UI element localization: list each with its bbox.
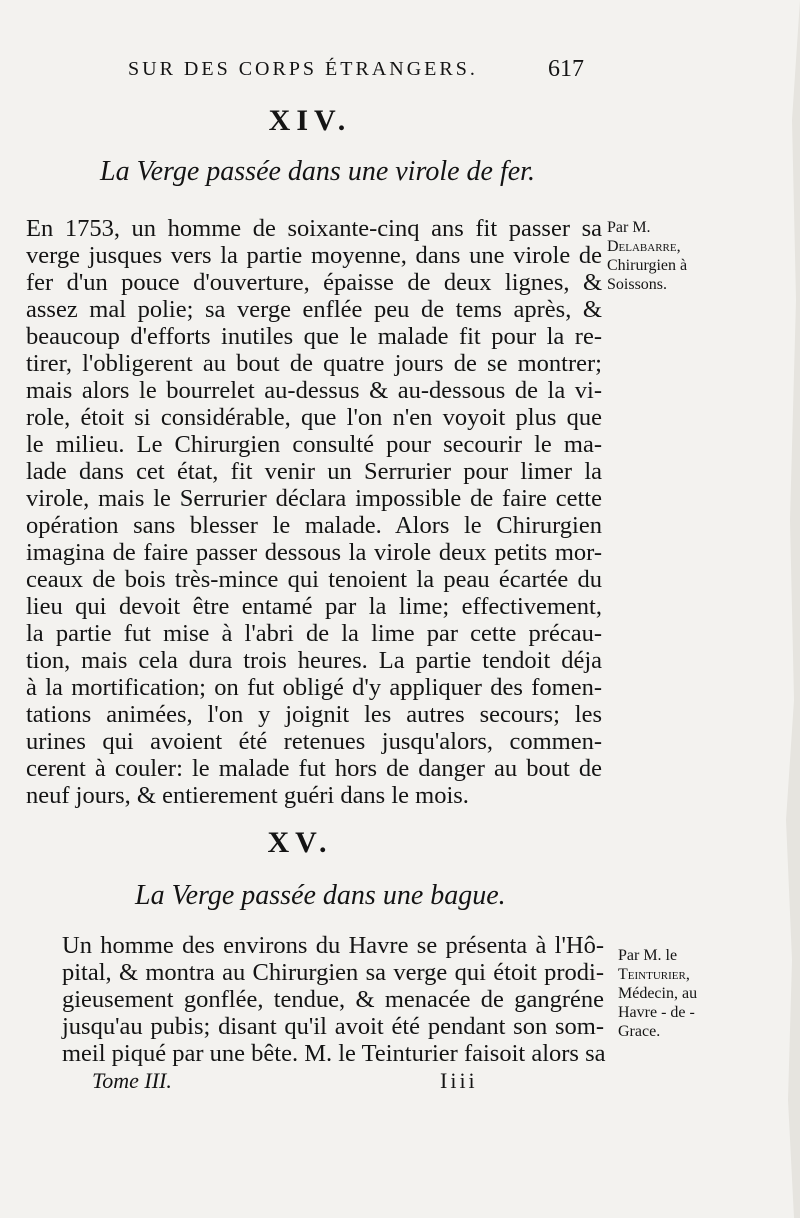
margin-note-line: Par M. le [618,947,678,964]
text-line: fer d'un pouce d'ouverture, épaisse de deux lignes, & [26,269,602,296]
text-line: le milieu. Le Chirurgien consulté pour secourir le ma- [26,431,602,458]
text-line: beaucoup d'efforts inutiles que le malade fit pour la re- [26,323,602,350]
running-head [0,58,800,88]
text-line: lieu qui devoit être entamé par la lime; effectivement, [26,593,602,620]
section-15-body [62,932,604,1067]
text-line: mais alors le bourrelet au-dessus & au-dessous de la vi- [26,377,602,404]
text-line: cerent à couler: le malade fut hors de danger au bout de [26,755,602,782]
section-15-number: XV. [267,826,333,859]
text-line: opération sans blesser le malade. Alors le Chirurgien [26,512,602,539]
margin-note-line: Havre - de - [618,1004,695,1021]
section-14-body [26,215,602,809]
page-footer [0,1068,800,1098]
signature-mark: Iiii [440,1068,478,1093]
running-head-title: SUR DES CORPS ÉTRANGERS. [128,58,478,80]
text-line: tirer, l'obligerent au bout de quatre jours de se montrer; [26,350,602,377]
text-line: tion, mais cela dura trois heures. La partie tendoit déja [26,647,602,674]
margin-note-line: Delabarre, [607,238,681,255]
text-line: tations animées, l'on y joignit les autres secours; les [26,701,602,728]
page-number: 617 [548,56,584,82]
text-line: Un homme des environs du Havre se présenta à l'Hô- [62,932,604,959]
margin-note-line: Grace. [618,1023,661,1040]
text-line: jusqu'au pubis; disant qu'il avoit été pendant son som- [62,1013,604,1040]
section-14-title: La Verge passée dans une virole de fer. [100,156,535,187]
text-line: neuf jours, & entierement guéri dans le mois. [26,782,469,809]
text-line: meil piqué par une bête. M. le Teinturier faisoit alors sa [62,1040,606,1067]
section-15-title: La Verge passée dans une bague. [135,880,506,911]
text-line: urines qui avoient été retenues jusqu'alors, commen- [26,728,602,755]
margin-note-line: Médecin, au [618,985,698,1002]
text-line: gieusement gonflée, tendue, & menacée de gangréne [62,986,604,1013]
text-line: la partie fut mise à l'abri de la lime par cette précau- [26,620,602,647]
text-line: virole, mais le Serrurier déclara impossible de faire cette [26,485,602,512]
margin-note-line: Chirurgien à [607,257,688,274]
text-line: imagina de faire passer dessous la virole deux petits mor- [26,539,602,566]
text-line: En 1753, un homme de soixante-cinq ans fit passer sa [26,215,602,242]
text-line: role, étoit si considérable, que l'on n'en voyoit plus que [26,404,602,431]
torn-page-edge [700,0,800,1218]
margin-note-line: Teinturier, [618,966,690,983]
text-line: à la mortification; on fut obligé d'y appliquer des fomen- [26,674,602,701]
text-line: pital, & montra au Chirurgien sa verge qui étoit prodi- [62,959,604,986]
text-line: ceaux de bois très-mince qui tenoient la peau écartée du [26,566,602,593]
text-line: verge jusques vers la partie moyenne, dans une virole de [26,242,602,269]
section-14-number: XIV. [268,104,352,137]
text-line: assez mal polie; sa verge enflée peu de tems après, & [26,296,602,323]
tome-label: Tome III. [92,1068,172,1093]
margin-note-line: Par M. [607,219,651,236]
text-line: lade dans cet état, fit venir un Serrurier pour limer la [26,458,602,485]
margin-note-line: Soissons. [607,276,668,293]
